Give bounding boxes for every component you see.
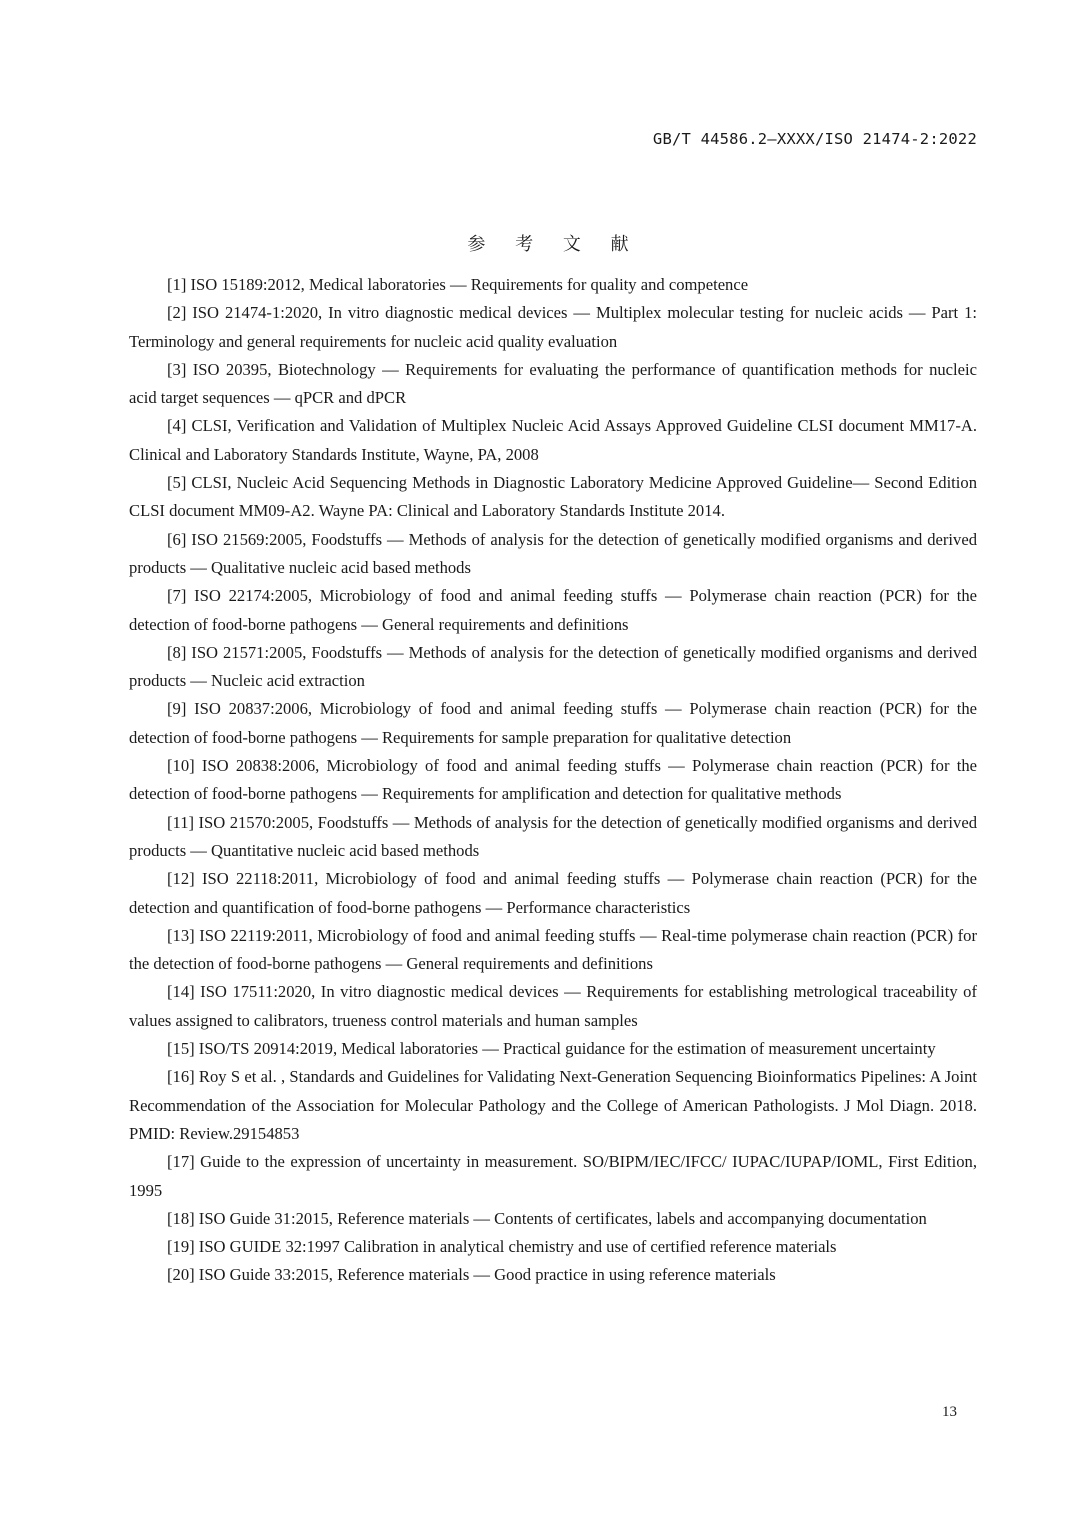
reference-item: [15] ISO/TS 20914:2019, Medical laboratories — Practical guidance for the estimation of measurement uncertainty: [167, 1039, 936, 1059]
reference-item: [20] ISO Guide 33:2015, Reference materials — Good practice in using reference materials: [167, 1265, 776, 1285]
reference-item: [10] ISO 20838:2006, Microbiology of food and animal feeding stuffs — Polymerase chain reaction (PCR) for the detection of food-borne pathogens — Requirements for amplification and detection for qualitative methods: [129, 756, 977, 804]
reference-item: [6] ISO 21569:2005, Foodstuffs — Methods of analysis for the detection of genetically modified organisms and derived products — Qualitative nucleic acid based methods: [129, 529, 977, 577]
reference-item: [19] ISO GUIDE 32:1997 Calibration in analytical chemistry and use of certified reference materials: [167, 1237, 837, 1257]
reference-item: [17] Guide to the expression of uncertainty in measurement. SO/BIPM/IEC/IFCC/ IUPAC/IUPAP/IOML, First Edition, 1995: [129, 1152, 977, 1200]
reference-item: [14] ISO 17511:2020, In vitro diagnostic medical devices — Requirements for establishing metrological traceability of values assigned to calibrators, trueness control materials and human samples: [129, 982, 977, 1030]
reference-item: [11] ISO 21570:2005, Foodstuffs — Methods of analysis for the detection of genetically modified organisms and derived products — Quantitative nucleic acid based methods: [129, 812, 977, 860]
reference-item: [16] Roy S et al. , Standards and Guidelines for Validating Next-Generation Sequencing Bioinformatics Pipelines: A Joint Recommendation of the Association for Molecular Pathology and the College of American Pathologists. J Mol Diagn. 2018. PMID: Review.29154853: [129, 1067, 977, 1143]
bibliography-title: 参 考 文 献: [467, 234, 641, 255]
standard-code-header: GB/T 44586.2—XXXX/ISO 21474-2:2022: [652, 130, 977, 148]
reference-item: [4] CLSI, Verification and Validation of Multiplex Nucleic Acid Assays Approved Guideline CLSI document MM17-A. Clinical and Laboratory Standards Institute, Wayne, PA, 2008: [129, 416, 977, 464]
reference-item: [9] ISO 20837:2006, Microbiology of food and animal feeding stuffs — Polymerase chain reaction (PCR) for the detection of food-borne pathogens — Requirements for sample preparation for qualitative detection: [129, 699, 977, 747]
reference-item: [5] CLSI, Nucleic Acid Sequencing Methods in Diagnostic Laboratory Medicine Approved Guideline— Second Edition CLSI document MM09-A2. Wayne PA: Clinical and Laboratory Standards Institute 2014.: [129, 473, 977, 521]
reference-item: [8] ISO 21571:2005, Foodstuffs — Methods of analysis for the detection of genetically modified organisms and derived products — Nucleic acid extraction: [129, 642, 977, 691]
page-number: 13: [942, 1404, 957, 1420]
reference-item: [2] ISO 21474-1:2020, In vitro diagnostic medical devices — Multiplex molecular testing for nucleic acids — Part 1: Terminology and general requirements for nucleic acid quality evaluation: [129, 303, 977, 351]
reference-list: [129, 271, 977, 1290]
reference-item: [7] ISO 22174:2005, Microbiology of food and animal feeding stuffs — Polymerase chain reaction (PCR) for the detection of food-borne pathogens — General requirements and definitions: [129, 586, 977, 634]
reference-item: [3] ISO 20395, Biotechnology — Requirements for evaluating the performance of quantification methods for nucleic acid target sequences — qPCR and dPCR: [129, 359, 977, 408]
reference-item: [1] ISO 15189:2012, Medical laboratories — Requirements for quality and competence: [167, 275, 749, 294]
reference-item: [13] ISO 22119:2011, Microbiology of food and animal feeding stuffs — Real-time polymerase chain reaction (PCR) for the detection of food-borne pathogens — General requirements and definitions: [129, 925, 977, 974]
reference-item: [18] ISO Guide 31:2015, Reference materials — Contents of certificates, labels and accompanying documentation: [167, 1208, 927, 1228]
reference-item: [12] ISO 22118:2011, Microbiology of food and animal feeding stuffs — Polymerase chain reaction (PCR) for the detection and quantification of food-borne pathogens — Performance characteristics: [129, 869, 977, 917]
